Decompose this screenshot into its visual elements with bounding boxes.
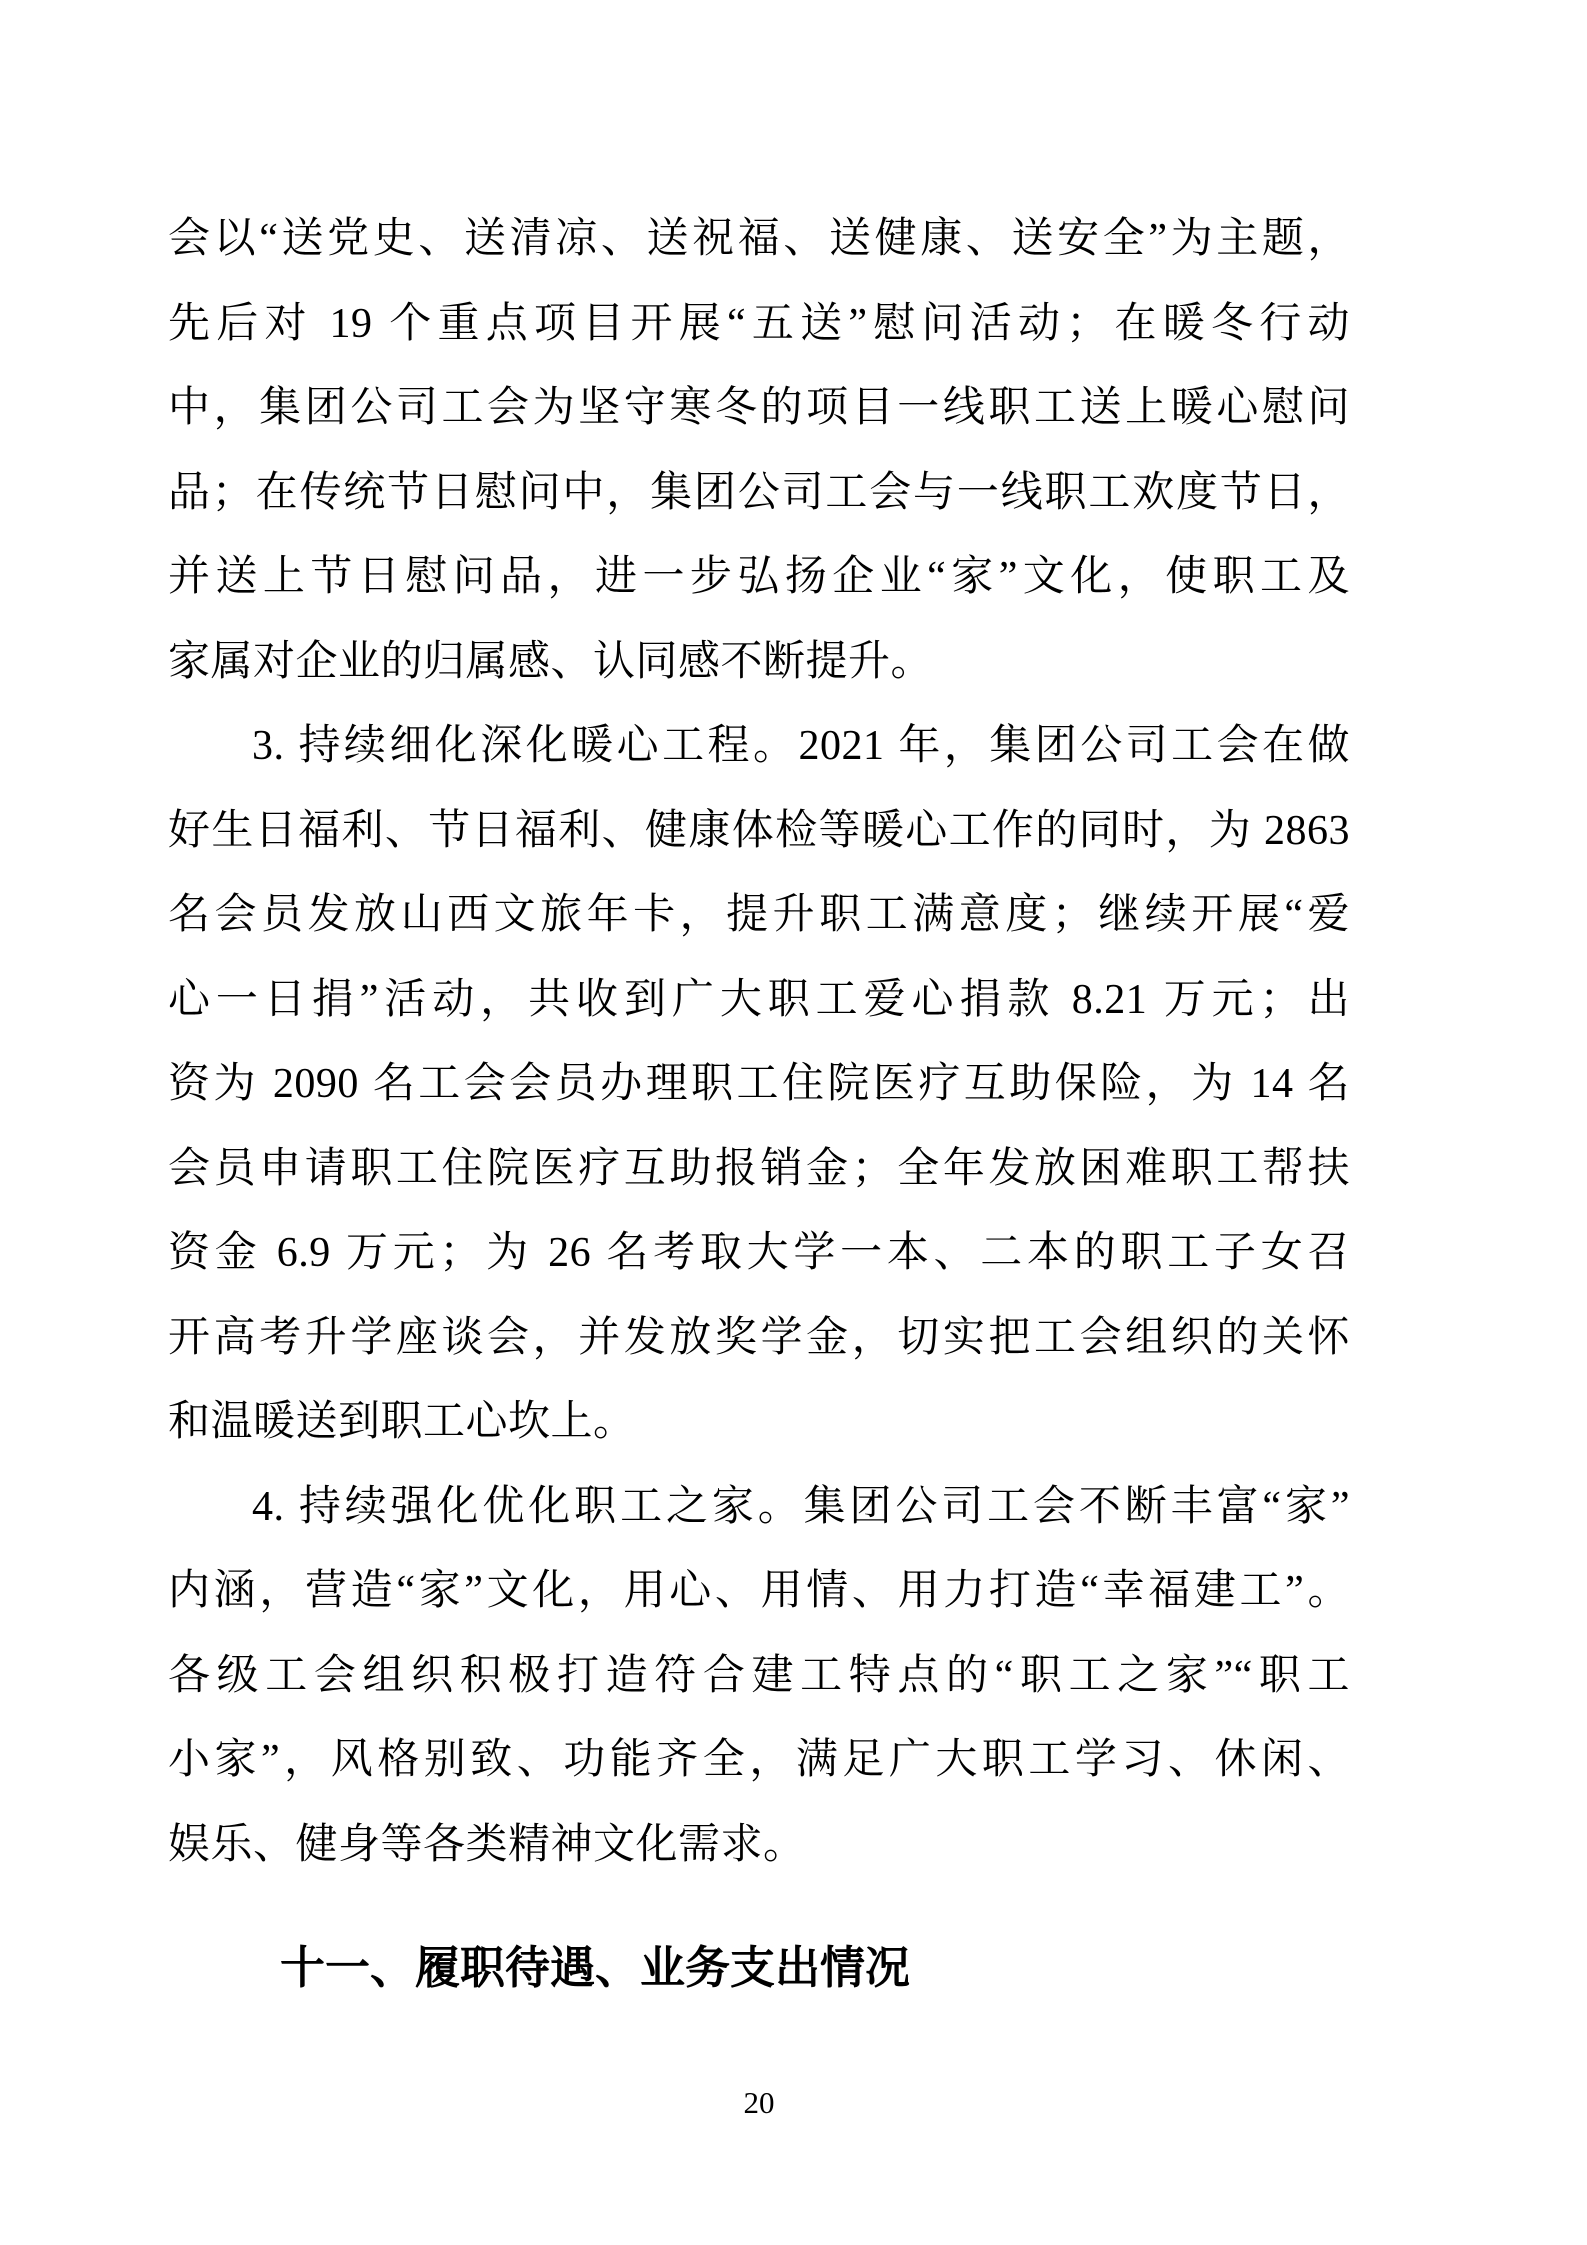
body-text <box>168 197 1350 2010</box>
body-line: 中，集团公司工会为坚守寒冬的项目一线职工送上暖心慰问 <box>168 385 1350 431</box>
body-line: 会以“送党史、送清凉、送祝福、送健康、送安全”为主题， <box>168 216 1350 262</box>
body-line: 开高考升学座谈会，并发放奖学金，切实把工会组织的关怀 <box>168 1314 1350 1361</box>
body-line: 先后对 19 个重点项目开展“五送”慰问活动；在暖冬行动 <box>168 300 1350 347</box>
body-line: 家属对企业的归属感、认同感不断提升。 <box>168 638 934 685</box>
body-line: 4. 持续强化优化职工之家。集团公司工会不断丰富“家” <box>252 1483 1350 1530</box>
body-line: 和温暖送到职工心坎上。 <box>168 1399 636 1445</box>
body-line: 小家”，风格别致、功能齐全，满足广大职工学习、休闲、 <box>168 1737 1350 1783</box>
body-line: 3. 持续细化深化暖心工程。2021 年，集团公司工会在做 <box>252 723 1350 769</box>
body-line: 各级工会组织积极打造符合建工特点的“职工之家”“职工 <box>168 1652 1350 1699</box>
page-number: 20 <box>743 2085 775 2120</box>
section-heading: 十一、履职待遇、业务支出情况 <box>280 1942 911 1993</box>
body-line: 资为 2090 名工会会员办理职工住院医疗互助保险，为 14 名 <box>168 1061 1350 1107</box>
body-line: 好生日福利、节日福利、健康体检等暖心工作的同时，为 2863 <box>168 807 1350 854</box>
body-line: 会员申请职工住院医疗互助报销金；全年发放困难职工帮扶 <box>168 1145 1350 1192</box>
body-line: 娱乐、健身等各类精神文化需求。 <box>168 1821 806 1868</box>
body-line: 并送上节日慰问品，进一步弘扬企业“家”文化，使职工及 <box>168 554 1350 600</box>
body-line: 品；在传统节日慰问中，集团公司工会与一线职工欢度节日， <box>168 469 1350 516</box>
body-line: 心一日捐”活动，共收到广大职工爱心捐款 8.21 万元；出 <box>168 976 1350 1023</box>
body-line: 资金 6.9 万元；为 26 名考取大学一本、二本的职工子女召 <box>168 1230 1350 1276</box>
body-line: 内涵，营造“家”文化，用心、用情、用力打造“幸福建工”。 <box>168 1568 1350 1614</box>
body-line: 名会员发放山西文旅年卡，提升职工满意度；继续开展“爱 <box>168 892 1350 938</box>
